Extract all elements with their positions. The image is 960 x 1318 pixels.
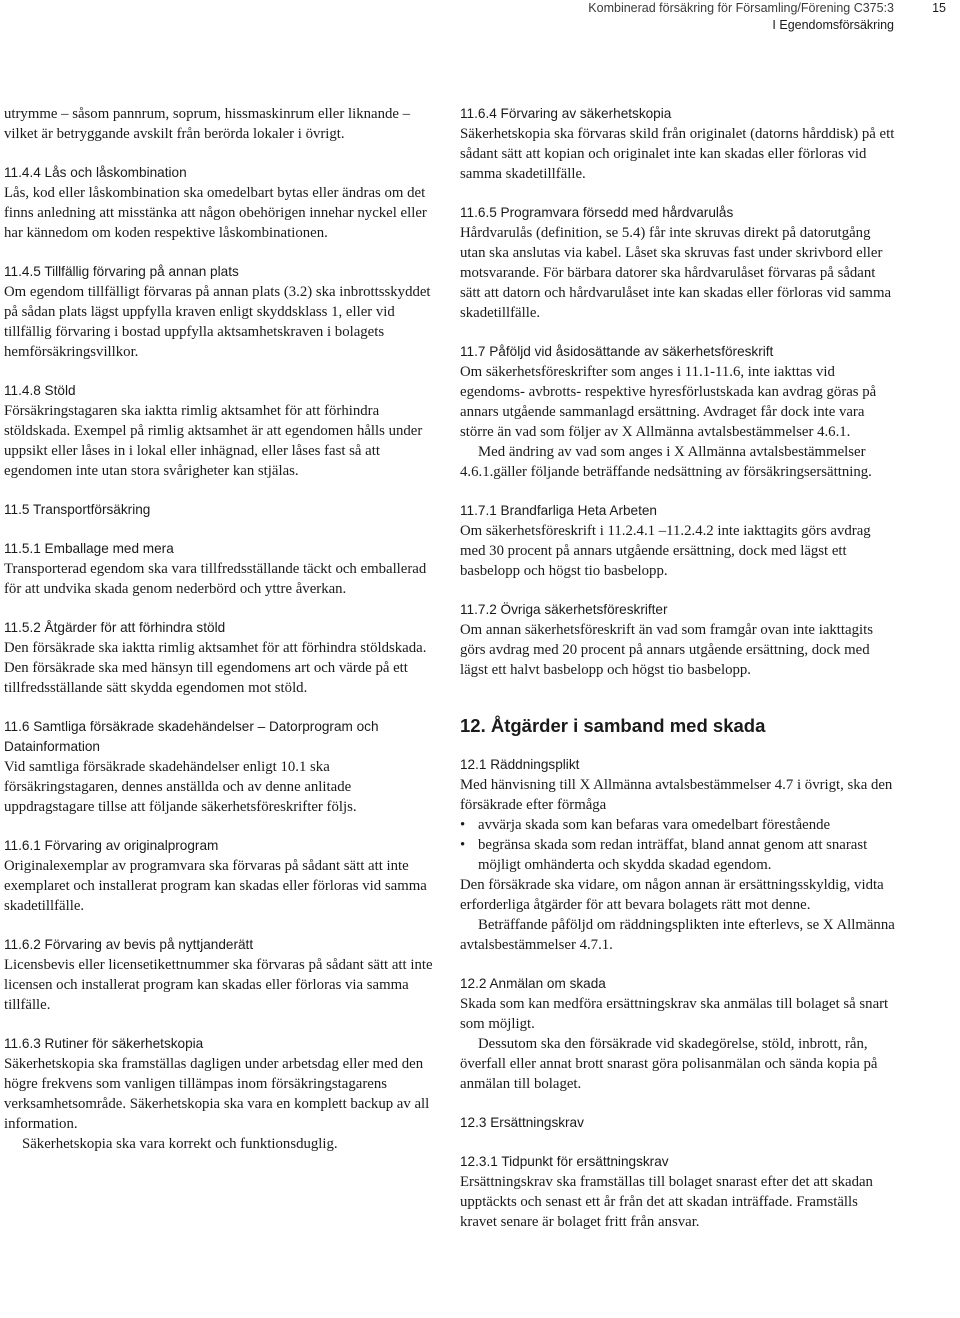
document-section: I Egendomsförsäkring xyxy=(772,18,894,32)
running-header xyxy=(588,0,894,34)
section-12-2 xyxy=(460,974,898,1094)
section-heading: 11.6.4 Förvaring av säkerhetskopia xyxy=(460,106,672,121)
page-header xyxy=(0,0,960,40)
document-title: Kombinerad försäkring för Församling/Förening C375:3 xyxy=(588,1,894,15)
section-11-5-2 xyxy=(4,618,444,698)
paragraph: Beträffande påföljd om räddningsplikten inte efterlevs, se X Allmänna avtalsbestämmelser 4.7.1. xyxy=(460,917,895,953)
section-11-5-1 xyxy=(4,539,444,599)
paragraph: Transporterad egendom ska vara tillfredsställande täckt och emballerad för att undvika skada genom nederbörd och yttre åverkan. xyxy=(4,561,427,597)
section-11-4-4 xyxy=(4,163,444,243)
list-item xyxy=(460,835,898,875)
right-column xyxy=(460,104,898,1251)
section-heading: 12.3.1 Tidpunkt för ersättningskrav xyxy=(460,1154,669,1169)
paragraph: Säkerhetskopia ska vara korrekt och funktionsduglig. xyxy=(22,1136,338,1152)
bullet-list xyxy=(460,815,898,875)
paragraph: Den försäkrade ska vidare, om någon annan är ersättningsskyldig, vidta erforderliga åtgärder för att bevara bolagets rätt mot denne. xyxy=(460,877,884,913)
section-heading: 11.6.2 Förvaring av bevis på nyttjanderätt xyxy=(4,937,254,952)
paragraph: Säkerhetskopia ska framställas dagligen under arbetsdag eller med den högre frekvens som vanligen tillämpas inom försäkringstagarens verksamhetsområde. Säkerhetskopia ska vara en komplett backup av all information. xyxy=(4,1056,430,1132)
paragraph: Den försäkrade ska iaktta rimlig aktsamhet för att förhindra stöldskada. Den försäkrade ska med hänsyn till egendomens art och värde på ett tillfredsställande sätt skydda egendomen mot stöld. xyxy=(4,640,427,696)
paragraph: Försäkringstagaren ska iaktta rimlig aktsamhet för att förhindra stöldskada. Exempel på rimlig aktsamhet är att egendomen hålls under uppsikt eller låses in i lokal eller inhägnad, eller låses fast så att egendomen inte utan stora svårigheter kan stjälas. xyxy=(4,403,423,479)
section-11-7-2 xyxy=(460,600,898,680)
section-12-3-1 xyxy=(460,1152,898,1232)
paragraph: Lås, kod eller låskombination ska omedelbart bytas eller ändras om det finns anledning att misstänka att någon obehörigen innehar nyckel eller har kännedom om koden respektive låskombinationen. xyxy=(4,185,427,241)
section-11-5 xyxy=(4,500,444,520)
bullet-icon: • xyxy=(460,817,466,833)
section-11-6-1 xyxy=(4,836,444,916)
paragraph: Säkerhetskopia ska förvaras skild från originalet (datorns hårddisk) på ett sådant sätt att kopian och originalet inte kan skadas eller förloras vid samma skadetillfälle. xyxy=(460,126,895,182)
bullet-icon: • xyxy=(460,837,466,853)
section-11-6-3 xyxy=(4,1034,444,1154)
list-item xyxy=(460,815,898,835)
section-heading: 11.7.1 Brandfarliga Heta Arbeten xyxy=(460,503,657,518)
section-heading: 11.7.2 Övriga säkerhetsföreskrifter xyxy=(460,602,668,617)
section-12-1 xyxy=(460,755,898,955)
section-11-7-1 xyxy=(460,501,898,581)
paragraph: Vid samtliga försäkrade skadehändelser enligt 10.1 ska försäkringstagaren, dennes anställda och av denne anlitade uppdragstagare tillse att följande säkerhetsföreskrifter följs. xyxy=(4,759,357,815)
paragraph: Originalexemplar av programvara ska förvaras på sådant sätt att inte exemplaret och installerat program kan skadas eller förloras vid samma skadetillfälle. xyxy=(4,858,427,914)
section-heading: 11.5 Transportförsäkring xyxy=(4,502,151,517)
section-heading: 11.7 Påföljd vid åsidosättande av säkerhetsföreskrift xyxy=(460,344,774,359)
paragraph: Hårdvarulås (definition, se 5.4) får inte skruvas direkt på datorutgång utan ska anslutas via kabel. Låset ska skruvas fast under skrivbord eller motsvarande. För bärbara datorer ska hårdvarulåset förvaras på sådant sätt att datorn och hårdvarulåset inte kan skadas eller förloras vid samma skadetillfälle. xyxy=(460,225,892,321)
paragraph: Med ändring av vad som anges i X Allmänna avtalsbestämmelser 4.6.1.gäller följande beträffande nedsättning av försäkringsersättning. xyxy=(460,444,872,480)
section-11-6-4 xyxy=(460,104,898,184)
section-heading: 11.4.8 Stöld xyxy=(4,383,76,398)
section-heading: 12.3 Ersättningskrav xyxy=(460,1115,584,1130)
chapter-heading: 12. Åtgärder i samband med skada xyxy=(460,715,766,736)
section-11-6-2 xyxy=(4,935,444,1015)
paragraph: utrymme – såsom pannrum, soprum, hissmaskinrum eller liknande – vilket är betryggande avskilt från berörda lokaler i övrigt. xyxy=(4,106,411,142)
section-11-4-5 xyxy=(4,262,444,362)
section-heading: 12.1 Räddningsplikt xyxy=(460,757,580,772)
section-heading: 11.4.5 Tillfällig förvaring på annan plats xyxy=(4,264,239,279)
section-heading: 11.5.2 Åtgärder för att förhindra stöld xyxy=(4,620,226,635)
paragraph: Dessutom ska den försäkrade vid skadegörelse, stöld, inbrott, rån, överfall eller annat brott snarast göra polisanmälan och sända kopia på anmälan till bolaget. xyxy=(460,1036,878,1092)
section-heading: 11.6.3 Rutiner för säkerhetskopia xyxy=(4,1036,204,1051)
section-11-6 xyxy=(4,717,444,817)
section-12-3 xyxy=(460,1113,898,1133)
list-item-text: avvärja skada som kan befaras vara omedelbart förestående xyxy=(478,817,831,833)
paragraph: Ersättningskrav ska framställas till bolaget snarast efter det att skadan upptäckts och senast ett år från det att skadan inträffade. Framställs kravet senare är bolaget fritt från ansvar. xyxy=(460,1174,873,1230)
paragraph: Licensbevis eller licensetikettnummer ska förvaras på sådant sätt att inte licensen och installerat program kan skadas eller förloras via samma tillfälle. xyxy=(4,957,433,1013)
section-heading: 11.6 Samtliga försäkrade skadehändelser – Datorprogram och Datainformation xyxy=(4,719,379,754)
paragraph: Om säkerhetsföreskrift i 11.2.4.1 –11.2.4.2 inte iakttagits görs avdrag med 30 procent på annars utgående ersättning, dock med lägst ett basbelopp och högst tio basbelopp. xyxy=(460,523,871,579)
paragraph: Om annan säkerhetsföreskrift än vad som framgår ovan inte iakttagits görs avdrag med 20 procent på annars utgående ersättning, dock med lägst ett halvt basbelopp och högst tio basbelopp. xyxy=(460,622,873,678)
section-11-4-8 xyxy=(4,381,444,481)
section-heading: 11.5.1 Emballage med mera xyxy=(4,541,174,556)
section-heading: 11.6.5 Programvara försedd med hårdvarulås xyxy=(460,205,734,220)
section-continuation xyxy=(4,104,444,144)
section-11-7 xyxy=(460,342,898,482)
left-column xyxy=(4,104,444,1173)
paragraph: Om säkerhetsföreskrifter som anges i 11.1-11.6, inte iakttas vid egendoms- avbrotts- respektive hyresförlustskada kan avdrag göras på annars utgående sammanlagd ersättning. Avdraget får dock inte vara större än vad som följer av X Allmänna avtalsbestämmelser 4.6.1. xyxy=(460,364,877,440)
section-heading: 12.2 Anmälan om skada xyxy=(460,976,606,991)
paragraph: Skada som kan medföra ersättningskrav ska anmälas till bolaget så snart som möjligt. xyxy=(460,996,889,1032)
paragraph: Om egendom tillfälligt förvaras på annan plats (3.2) ska inbrottsskyddet på sådan plats lägst uppfylla kraven enligt skyddsklass 1, eller vid tillfällig förvaring i bostad uppfylla aktsamhetskraven i bolagets hemförsäkringsvillkor. xyxy=(4,284,431,360)
page-number: 15 xyxy=(932,1,946,15)
paragraph: Med hänvisning till X Allmänna avtalsbestämmelser 4.7 i övrigt, ska den försäkrade efter förmåga xyxy=(460,777,893,813)
section-heading: 11.4.4 Lås och låskombination xyxy=(4,165,187,180)
section-heading: 11.6.1 Förvaring av originalprogram xyxy=(4,838,219,853)
list-item-text: begränsa skada som redan inträffat, bland annat genom att snarast möjligt omhänderta och skydda skadad egendom. xyxy=(478,837,868,873)
section-11-6-5 xyxy=(460,203,898,323)
